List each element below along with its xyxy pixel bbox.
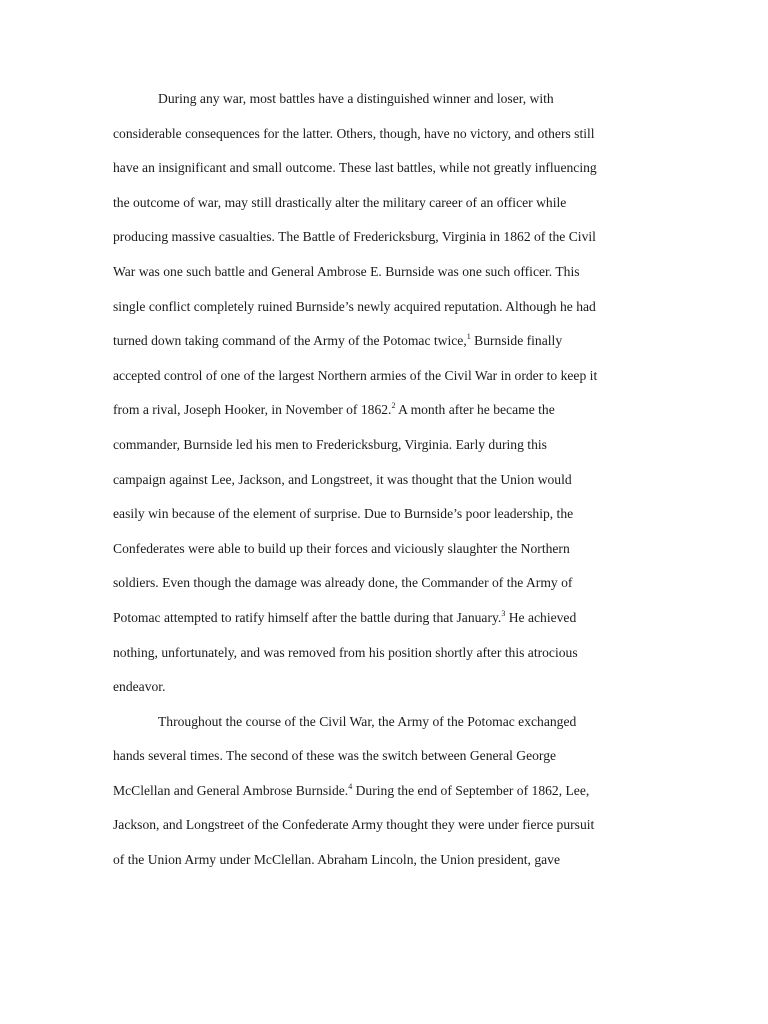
text-run: from a rival, Joseph Hooker, in November of 1862. xyxy=(113,402,392,418)
text-run: Jackson, and Longstreet of the Confederate Army thought they were under fierce pursuit xyxy=(113,817,595,833)
text-line xyxy=(113,670,653,705)
text-run: producing massive casualties. The Battle of Fredericksburg, Virginia in 1862 of the Civil xyxy=(113,229,596,245)
text-run: commander, Burnside led his men to Fredericksburg, Virginia. Early during this xyxy=(113,436,547,452)
text-line xyxy=(113,428,653,463)
footnote-marker: 3 xyxy=(501,608,506,618)
text-run: soldiers. Even though the damage was already done, the Commander of the Army of xyxy=(113,575,573,591)
text-run: of the Union Army under McClellan. Abraham Lincoln, the Union president, gave xyxy=(113,852,560,868)
text-run: War was one such battle and General Ambrose E. Burnside was one such officer. This xyxy=(113,263,580,279)
text-run: have an insignificant and small outcome. These last battles, while not greatly influencing xyxy=(113,160,597,176)
text-run: nothing, unfortunately, and was removed from his position shortly after this atrocious xyxy=(113,644,578,660)
text-run: easily win because of the element of surprise. Due to Burnside’s poor leadership, the xyxy=(113,506,574,522)
text-run: During any war, most battles have a distinguished winner and loser, with xyxy=(158,91,554,106)
text-run: Throughout the course of the Civil War, the Army of the Potomac exchanged xyxy=(158,713,577,729)
text-run: accepted control of one of the largest Northern armies of the Civil War in order to keep it xyxy=(113,367,598,383)
text-line xyxy=(113,739,653,774)
text-line xyxy=(113,808,653,843)
text-run: campaign against Lee, Jackson, and Longstreet, it was thought that the Union would xyxy=(113,471,572,487)
text-run: endeavor. xyxy=(113,679,166,695)
paragraph-1 xyxy=(113,82,653,705)
text-line xyxy=(113,636,653,671)
text-run: the outcome of war, may still drastically alter the military career of an officer while xyxy=(113,194,567,210)
text-line xyxy=(113,255,653,290)
footnote-marker: 2 xyxy=(391,401,396,411)
text-run: considerable consequences for the latter. Others, though, have no victory, and others still xyxy=(113,125,595,141)
text-line xyxy=(113,220,653,255)
text-run: During the end of September of 1862, Lee, xyxy=(352,782,590,798)
text-run: Confederates were able to build up their forces and viciously slaughter the Northern xyxy=(113,540,570,556)
text-run: single conflict completely ruined Burnside’s newly acquired reputation. Although he had xyxy=(113,298,596,314)
text-line xyxy=(113,463,653,498)
text-line xyxy=(113,532,653,567)
text-line xyxy=(113,324,653,359)
document-page xyxy=(113,82,653,878)
text-line xyxy=(113,82,653,117)
text-line xyxy=(113,705,653,740)
footnote-marker: 4 xyxy=(348,781,353,791)
text-line xyxy=(113,774,653,809)
text-line xyxy=(113,359,653,394)
text-line xyxy=(113,497,653,532)
text-run: Burnside finally xyxy=(470,333,563,349)
text-line xyxy=(113,393,653,428)
text-run: hands several times. The second of these was the switch between General George xyxy=(113,748,557,764)
text-run: A month after he became the xyxy=(395,402,555,418)
text-line xyxy=(113,843,653,878)
text-line xyxy=(113,290,653,325)
text-run: Potomac attempted to ratify himself after the battle during that January. xyxy=(113,609,502,625)
text-line xyxy=(113,151,653,186)
text-run: He achieved xyxy=(505,609,577,625)
text-line xyxy=(113,566,653,601)
text-run: turned down taking command of the Army of the Potomac twice, xyxy=(113,333,467,349)
text-line xyxy=(113,601,653,636)
text-line xyxy=(113,117,653,152)
footnote-marker: 1 xyxy=(466,332,471,342)
text-line xyxy=(113,186,653,221)
paragraph-2 xyxy=(113,705,653,878)
text-run: McClellan and General Ambrose Burnside. xyxy=(113,782,349,798)
